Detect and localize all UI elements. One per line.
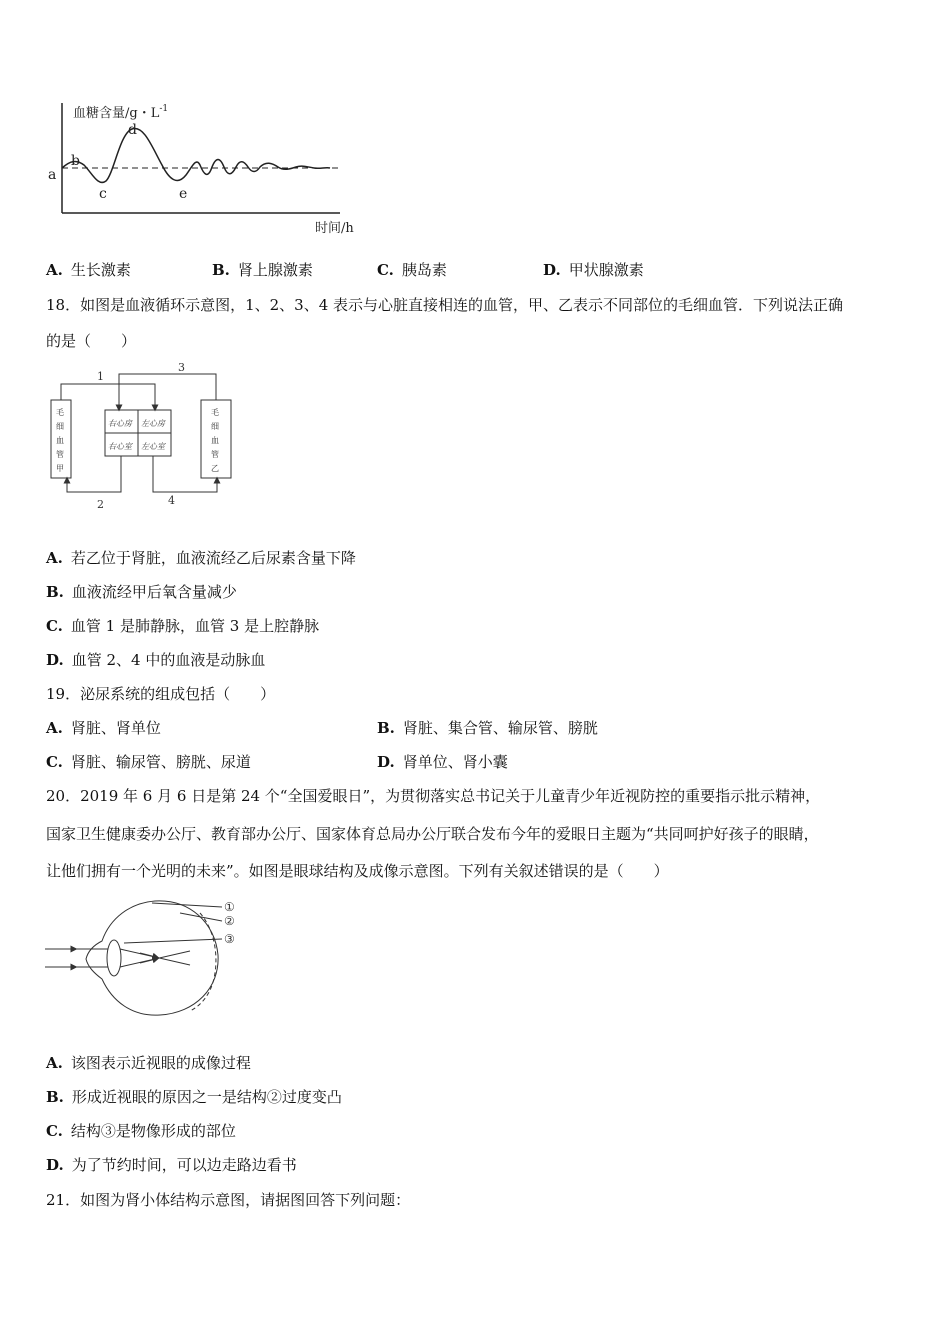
box-char: 乙: [211, 464, 219, 473]
point-label-a: a: [48, 167, 57, 183]
option-text: 结构③是物像形成的部位: [70, 1122, 236, 1140]
option-label: B.: [212, 261, 230, 279]
option-label: D.: [377, 753, 395, 771]
q21-stem: 21．如图为肾小体结构示意图，请据图回答下列问题：: [46, 1191, 411, 1209]
option-label: B.: [46, 1088, 64, 1106]
q17-option-b[interactable]: [212, 260, 313, 280]
option-label: C.: [46, 1122, 63, 1140]
q17-option-c[interactable]: [377, 260, 447, 280]
blood-circulation-diagram: [45, 362, 245, 517]
q19-option-a[interactable]: [46, 718, 161, 738]
marker-1: ①: [224, 900, 235, 914]
q20-option-b[interactable]: [46, 1087, 342, 1107]
option-text: 生长激素: [70, 261, 131, 279]
box-char: 细: [211, 422, 219, 431]
box-char: 血: [211, 436, 219, 445]
x-axis-label: 时间/h: [315, 221, 354, 236]
q18-option-c[interactable]: [46, 616, 319, 636]
q20-stem-line2: 国家卫生健康委办公厅、教育部办公厅、国家体育总局办公厅联合发布今年的爱眼日主题为“共同呵护好孩子的眼睛，: [46, 825, 819, 843]
option-label: A.: [46, 261, 63, 279]
q20-option-a[interactable]: [46, 1053, 251, 1073]
vessel-label-3: 3: [178, 362, 185, 374]
option-text: 该图表示近视眼的成像过程: [70, 1054, 251, 1072]
option-text: 肾脏、肾单位: [70, 719, 161, 737]
y-axis-label: 血糖含量/g・$L^{-1}$: [73, 104, 169, 121]
option-label: C.: [46, 753, 63, 771]
option-text: 肾脏、集合管、输尿管、膀胱: [402, 719, 598, 737]
point-label-c: c: [99, 186, 107, 202]
right-ventricle-label: 右心室: [108, 442, 132, 451]
option-text: 血管 2、4 中的血液是动脉血: [71, 651, 266, 669]
option-label: A.: [46, 719, 63, 737]
lens: [107, 940, 121, 976]
option-text: 肾单位、肾小囊: [402, 753, 508, 771]
q19-stem: 19．泌尿系统的组成包括（ ）: [46, 685, 276, 703]
box-char: 管: [211, 450, 219, 459]
blood-sugar-graph: [40, 95, 370, 240]
option-label: D.: [46, 1156, 64, 1174]
vessel-label-4: 4: [168, 494, 175, 507]
q20-option-d[interactable]: [46, 1155, 297, 1175]
q18-stem-line2: 的是（ ）: [46, 332, 137, 350]
option-label: D.: [543, 261, 561, 279]
box-char: 细: [56, 422, 64, 431]
left-atrium-label: 左心房: [141, 419, 165, 428]
option-text: 甲状腺激素: [568, 261, 644, 279]
vessel-label-2: 2: [97, 498, 104, 511]
box-char: 毛: [211, 408, 219, 417]
vessel-2: [67, 456, 121, 492]
marker-3: ③: [224, 932, 235, 946]
q18-option-b[interactable]: [46, 582, 237, 602]
option-text: 血液流经甲后氧含量减少: [71, 583, 237, 601]
vessel-1: [61, 384, 155, 408]
q18-stem-line1: 18．如图是血液循环示意图，1、2、3、4 表示与心脏直接相连的血管，甲、乙表示不同部位的毛细血管．下列说法正确: [46, 296, 844, 314]
option-text: 若乙位于肾脏，血液流经乙后尿素含量下降: [70, 549, 356, 567]
point-label-b: b: [71, 153, 80, 169]
marker-2: ②: [224, 914, 235, 928]
q17-option-a[interactable]: [46, 260, 131, 280]
blood-sugar-curve: [62, 129, 330, 183]
box-char: 毛: [56, 408, 64, 417]
q18-option-a[interactable]: [46, 548, 356, 568]
option-text: 形成近视眼的原因之一是结构②过度变凸: [71, 1088, 342, 1106]
q18-option-d[interactable]: [46, 650, 265, 670]
option-label: D.: [46, 651, 64, 669]
eyeball-diagram: [40, 893, 250, 1023]
point-label-e: e: [179, 186, 188, 202]
option-label: A.: [46, 549, 63, 567]
box-char: 血: [56, 436, 64, 445]
option-text: 血管 1 是肺静脉，血管 3 是上腔静脉: [70, 617, 320, 635]
vessel-4: [153, 456, 217, 492]
option-label: C.: [46, 617, 63, 635]
option-text: 肾上腺激素: [237, 261, 313, 279]
q19-option-d[interactable]: [377, 752, 508, 772]
box-char: 管: [56, 450, 64, 459]
q19-option-b[interactable]: [377, 718, 598, 738]
option-label: B.: [46, 583, 64, 601]
left-ventricle-label: 左心室: [141, 442, 165, 451]
q19-option-c[interactable]: [46, 752, 251, 772]
q20-option-c[interactable]: [46, 1121, 236, 1141]
option-label: C.: [377, 261, 394, 279]
box-char: 甲: [56, 464, 64, 473]
right-atrium-label: 右心房: [108, 419, 132, 428]
point-label-d: d: [128, 122, 137, 138]
option-text: 肾脏、输尿管、膀胱、尿道: [70, 753, 251, 771]
option-label: A.: [46, 1054, 63, 1072]
q20-stem-line3: 让他们拥有一个光明的未来”。如图是眼球结构及成像示意图。下列有关叙述错误的是（ ）: [46, 862, 669, 880]
option-text: 为了节约时间，可以边走路边看书: [71, 1156, 297, 1174]
option-text: 胰岛素: [401, 261, 447, 279]
vessel-label-1: 1: [97, 370, 104, 383]
q20-stem-line1: 20．2019 年 6 月 6 日是第 24 个“全国爱眼日”，为贯彻落实总书记关于儿童青少年近视防控的重要指示批示精神，: [46, 787, 821, 805]
eyeball-outline: [86, 901, 218, 1015]
q17-option-d[interactable]: [543, 260, 644, 280]
option-label: B.: [377, 719, 395, 737]
